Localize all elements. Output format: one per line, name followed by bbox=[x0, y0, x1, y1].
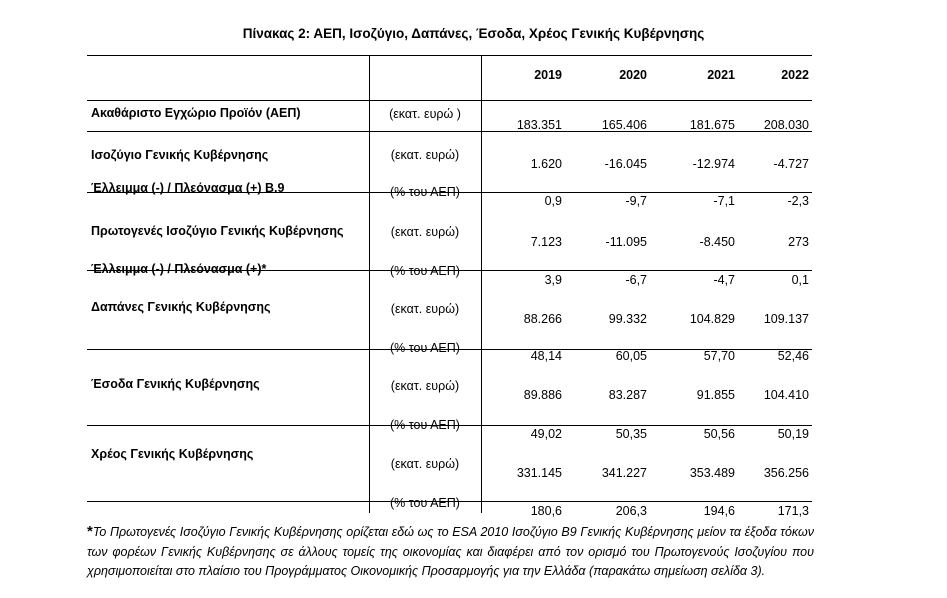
table-cell: 48,14 bbox=[530, 349, 562, 363]
table-cell: -2,3 bbox=[787, 194, 809, 208]
row-unit: (εκατ. ευρώ ) bbox=[389, 107, 461, 121]
table-cell: 83.287 bbox=[608, 388, 647, 402]
table-cell: 50,56 bbox=[703, 427, 735, 441]
year-header: 2022 bbox=[781, 68, 809, 82]
table-cell: -16.045 bbox=[604, 157, 647, 171]
table-cell: 183.351 bbox=[516, 118, 562, 132]
row-unit: (% του ΑΕΠ) bbox=[390, 418, 460, 432]
row-unit: (% του ΑΕΠ) bbox=[390, 496, 460, 510]
table-cell: -4.727 bbox=[773, 157, 809, 171]
table-cell: -12.974 bbox=[692, 157, 735, 171]
footnote-text: Το Πρωτογενές Ισοζύγιο Γενικής Κυβέρνησης ορίζεται εδώ ως το ESA 2010 Ισοζύγιο Β9 Γενικής Κυβέρνησης μείον τα έξοδα τόκων των φορέων Γενικής Κυβέρνησης σε άλλους τομείς της οικονομίας και διαφέρει από τον ορισμό του Πρωτογενούς Ισοζυγίου που χρησιμοποιείται στο πλαίσιο του Προγράμματος Οικονομικής Προσαρμογής για την Ελλάδα (παρακάτω σημείωση σελίδα 3). bbox=[87, 525, 814, 578]
footnote bbox=[87, 522, 814, 582]
table-cell: 89.886 bbox=[523, 388, 562, 402]
row-label: Έλλειμμα (-) / Πλεόνασμα (+) Β.9 bbox=[91, 181, 285, 195]
table-cell: 180,6 bbox=[530, 504, 562, 518]
table-cell: 0,9 bbox=[544, 194, 562, 208]
row-unit: (% του ΑΕΠ) bbox=[390, 185, 460, 199]
table-cell: 0,1 bbox=[791, 273, 809, 287]
row-label: Έσοδα Γενικής Κυβέρνησης bbox=[91, 377, 260, 391]
table-cell: 52,46 bbox=[777, 349, 809, 363]
row-unit: (εκατ. ευρώ) bbox=[390, 302, 460, 316]
table-cell: 353.489 bbox=[689, 466, 735, 480]
table-cell: 91.855 bbox=[696, 388, 735, 402]
table-rule bbox=[87, 100, 812, 101]
table-cell: 165.406 bbox=[601, 118, 647, 132]
table-cell: 50,19 bbox=[777, 427, 809, 441]
year-header: 2019 bbox=[534, 68, 562, 82]
table-cell: 104.410 bbox=[763, 388, 809, 402]
year-header: 2020 bbox=[619, 68, 647, 82]
table-cell: 194,6 bbox=[703, 504, 735, 518]
table-cell: -7,1 bbox=[713, 194, 735, 208]
row-unit: (εκατ. ευρώ) bbox=[390, 457, 460, 471]
table-cell: 57,70 bbox=[703, 349, 735, 363]
table-cell: 331.145 bbox=[516, 466, 562, 480]
table-cell: 104.829 bbox=[689, 312, 735, 326]
row-label: Δαπάνες Γενικής Κυβέρνησης bbox=[91, 300, 271, 314]
table-cell: 171,3 bbox=[777, 504, 809, 518]
column-divider bbox=[369, 55, 370, 513]
row-unit: (% του ΑΕΠ) bbox=[390, 341, 460, 355]
table-cell: -11.095 bbox=[605, 235, 647, 249]
table-cell: 356.256 bbox=[763, 466, 809, 480]
table-cell: -4,7 bbox=[713, 273, 735, 287]
table-cell: -6,7 bbox=[625, 273, 647, 287]
table-cell: 109.137 bbox=[763, 312, 809, 326]
table-cell: 50,35 bbox=[615, 427, 647, 441]
table-cell: 1.620 bbox=[530, 157, 562, 171]
table-cell: 273 bbox=[788, 235, 809, 249]
row-label: Ισοζύγιο Γενικής Κυβέρνησης bbox=[91, 148, 269, 162]
table-cell: -8.450 bbox=[699, 235, 735, 249]
table-rule bbox=[87, 55, 812, 56]
table-cell: 208.030 bbox=[763, 118, 809, 132]
footnote-star: * bbox=[87, 523, 93, 540]
row-label: Έλλειμμα (-) / Πλεόνασμα (+)* bbox=[91, 262, 267, 276]
table-cell: 88.266 bbox=[523, 312, 562, 326]
table-cell: 3,9 bbox=[544, 273, 562, 287]
data-table bbox=[87, 55, 812, 518]
table-cell: 7.123 bbox=[530, 235, 562, 249]
row-unit: (% του ΑΕΠ) bbox=[390, 264, 460, 278]
table-cell: 49,02 bbox=[530, 427, 562, 441]
table-cell: 99.332 bbox=[608, 312, 647, 326]
row-unit: (εκατ. ευρώ) bbox=[390, 225, 460, 239]
row-unit: (εκατ. ευρώ) bbox=[390, 379, 460, 393]
table-cell: -9,7 bbox=[625, 194, 647, 208]
year-header: 2021 bbox=[707, 68, 735, 82]
table-title: Πίνακας 2: ΑΕΠ, Ισοζύγιο, Δαπάνες, Έσοδα, Χρέος Γενικής Κυβέρνησης bbox=[242, 26, 705, 41]
table-cell: 206,3 bbox=[615, 504, 647, 518]
table-cell: 60,05 bbox=[615, 349, 647, 363]
table-cell: 341.227 bbox=[601, 466, 647, 480]
table-cell: 181.675 bbox=[689, 118, 735, 132]
row-label: Ακαθάριστο Εγχώριο Προϊόν (ΑΕΠ) bbox=[91, 106, 301, 120]
row-unit: (εκατ. ευρώ) bbox=[390, 148, 460, 162]
row-label: Πρωτογενές Ισοζύγιο Γενικής Κυβέρνησης bbox=[91, 224, 344, 238]
row-label: Χρέος Γενικής Κυβέρνησης bbox=[91, 447, 254, 461]
